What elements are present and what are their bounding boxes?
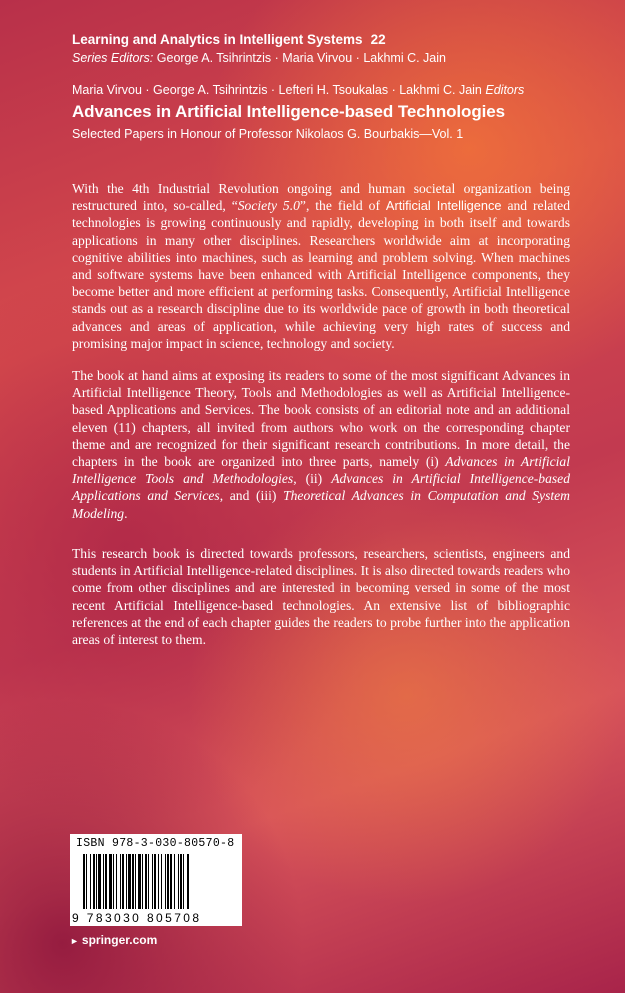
series-number: 22 <box>370 32 386 47</box>
isbn-barcode <box>70 834 242 926</box>
series-editors: Series Editors: George A. Tsihrintzis · Maria Virvou · Lakhmi C. Jain <box>72 51 446 65</box>
isbn-label: ISBN 978-3-030-80570-8 <box>76 837 235 850</box>
blurb-paragraph-3: This research book is directed towards professors, researchers, scientists, engineers and students in Artificial Intelligence-related disciplines. It is also directed towards readers who come from other disciplines and are interested in becoming versed in some of the most recent Artificial Intelligence-based technologies. An extensive list of bibliographic references at the end of each chapter guides the readers to probe further into the application areas of interest to them. <box>72 546 570 648</box>
series-title: Learning and Analytics in Intelligent Systems 22 <box>72 32 386 47</box>
publisher-link[interactable] <box>70 933 157 947</box>
book-subtitle: Selected Papers in Honour of Professor Nikolaos G. Bourbakis—Vol. 1 <box>72 127 464 141</box>
arrow-right-icon: ► <box>70 936 79 946</box>
barcode-digits: 9 783030 805708 <box>72 911 202 925</box>
book-title: Advances in Artificial Intelligence-based Technologies <box>72 102 505 121</box>
publisher-url: springer.com <box>81 933 158 947</box>
blurb-paragraph-1: With the 4th Industrial Revolution ongoing and human societal organization being restructured into, so-called, “Society 5.0”, the field of Artificial Intelligence and related technologies is growing continuously and rapidly, developing in both itself and towards applications in many other disciplines. Researchers worldwide aim at incorporating cognitive abilities into machines, such as learning and problem solving. When machines and software systems have been enhanced with Artificial Intelligence components, they become better and more efficient at performing tasks. Consequently, Artificial Intelligence stands out as a research discipline due to its worldwide pace of growth in both theoretical advances and areas of application, while achieving very high rates of success and promising major impact in science, technology and society. <box>72 181 571 351</box>
book-editors: Maria Virvou · George A. Tsihrintzis · Lefteri H. Tsoukalas · Lakhmi C. Jain Editors <box>72 83 525 97</box>
blurb-paragraph-2: The book at hand aims at exposing its readers to some of the most significant Advances in Artificial Intelligence Theory, Tools and Methodologies as well as Artificial Intelligence-based Applications and Services. The book consists of an editorial note and an additional eleven (11) chapters, all invited from authors who work on the corresponding chapter theme and are recognized for their significant research contributions. In more detail, the chapters in the book are organized into three parts, namely (i) Advances in Artificial Intelligence Tools and Methodologies, (ii) Advances in Artificial Intelligence-based Applications and Services, and (iii) Theoretical Advances in Computation and System Modeling. <box>72 368 571 521</box>
